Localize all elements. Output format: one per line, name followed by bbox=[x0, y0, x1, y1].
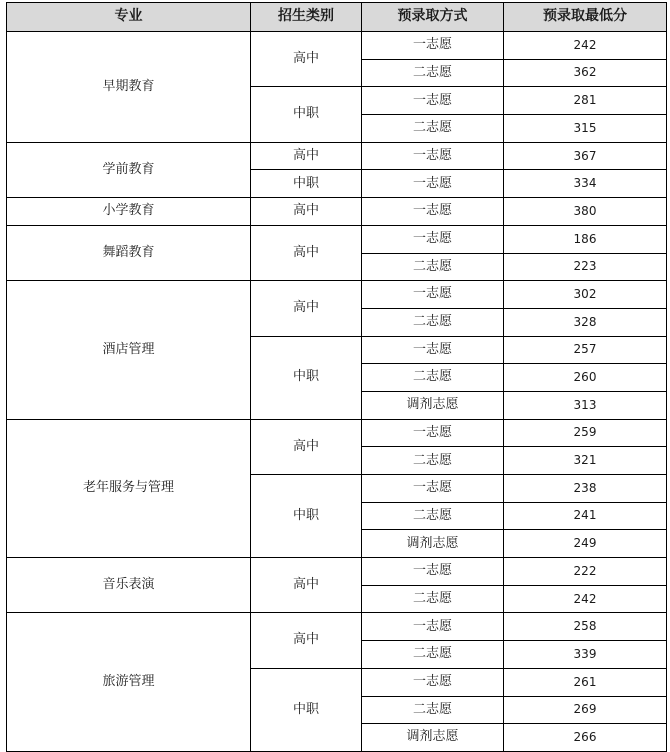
method-cell: 一志愿 bbox=[362, 668, 504, 696]
table-header bbox=[7, 3, 667, 32]
header-category: 招生类别 bbox=[251, 3, 362, 32]
method-cell: 二志愿 bbox=[362, 253, 504, 281]
method-cell: 一志愿 bbox=[362, 419, 504, 447]
min-score-cell: 186 bbox=[504, 225, 667, 253]
method-cell: 二志愿 bbox=[362, 585, 504, 613]
method-cell: 二志愿 bbox=[362, 364, 504, 392]
min-score-cell: 238 bbox=[504, 475, 667, 503]
method-cell: 一志愿 bbox=[362, 170, 504, 198]
category-cell: 高中 bbox=[251, 142, 362, 170]
min-score-cell: 328 bbox=[504, 308, 667, 336]
method-cell: 二志愿 bbox=[362, 696, 504, 724]
method-cell: 一志愿 bbox=[362, 613, 504, 641]
table-row bbox=[7, 225, 667, 253]
category-cell: 高中 bbox=[251, 32, 362, 87]
method-cell: 一志愿 bbox=[362, 281, 504, 309]
method-cell: 二志愿 bbox=[362, 59, 504, 87]
category-cell: 中职 bbox=[251, 336, 362, 419]
method-cell: 一志愿 bbox=[362, 475, 504, 503]
min-score-cell: 362 bbox=[504, 59, 667, 87]
category-cell: 高中 bbox=[251, 281, 362, 336]
header-min-score: 预录取最低分 bbox=[504, 3, 667, 32]
min-score-cell: 258 bbox=[504, 613, 667, 641]
category-cell: 高中 bbox=[251, 419, 362, 474]
method-cell: 二志愿 bbox=[362, 115, 504, 143]
table-row bbox=[7, 613, 667, 641]
table-body bbox=[7, 32, 667, 752]
method-cell: 调剂志愿 bbox=[362, 530, 504, 558]
category-cell: 高中 bbox=[251, 558, 362, 613]
major-cell: 老年服务与管理 bbox=[7, 419, 251, 557]
table-row bbox=[7, 281, 667, 309]
min-score-cell: 315 bbox=[504, 115, 667, 143]
category-cell: 中职 bbox=[251, 170, 362, 198]
category-cell: 中职 bbox=[251, 475, 362, 558]
category-cell: 高中 bbox=[251, 225, 362, 280]
min-score-cell: 380 bbox=[504, 198, 667, 226]
min-score-cell: 339 bbox=[504, 641, 667, 669]
method-cell: 二志愿 bbox=[362, 641, 504, 669]
method-cell: 调剂志愿 bbox=[362, 724, 504, 752]
method-cell: 调剂志愿 bbox=[362, 391, 504, 419]
major-cell: 酒店管理 bbox=[7, 281, 251, 419]
min-score-cell: 242 bbox=[504, 585, 667, 613]
min-score-cell: 321 bbox=[504, 447, 667, 475]
min-score-cell: 269 bbox=[504, 696, 667, 724]
method-cell: 一志愿 bbox=[362, 87, 504, 115]
min-score-cell: 367 bbox=[504, 142, 667, 170]
method-cell: 一志愿 bbox=[362, 142, 504, 170]
min-score-cell: 259 bbox=[504, 419, 667, 447]
header-row bbox=[7, 3, 667, 32]
min-score-cell: 257 bbox=[504, 336, 667, 364]
min-score-cell: 260 bbox=[504, 364, 667, 392]
table-row bbox=[7, 32, 667, 60]
min-score-cell: 261 bbox=[504, 668, 667, 696]
method-cell: 一志愿 bbox=[362, 558, 504, 586]
min-score-cell: 249 bbox=[504, 530, 667, 558]
major-cell: 小学教育 bbox=[7, 198, 251, 226]
method-cell: 一志愿 bbox=[362, 32, 504, 60]
method-cell: 二志愿 bbox=[362, 447, 504, 475]
min-score-cell: 222 bbox=[504, 558, 667, 586]
table-row bbox=[7, 142, 667, 170]
header-major: 专业 bbox=[7, 3, 251, 32]
major-cell: 学前教育 bbox=[7, 142, 251, 197]
min-score-cell: 313 bbox=[504, 391, 667, 419]
method-cell: 一志愿 bbox=[362, 198, 504, 226]
table-row bbox=[7, 198, 667, 226]
category-cell: 中职 bbox=[251, 87, 362, 142]
category-cell: 高中 bbox=[251, 198, 362, 226]
min-score-cell: 223 bbox=[504, 253, 667, 281]
major-cell: 音乐表演 bbox=[7, 558, 251, 613]
major-cell: 早期教育 bbox=[7, 32, 251, 143]
category-cell: 高中 bbox=[251, 613, 362, 668]
method-cell: 一志愿 bbox=[362, 225, 504, 253]
header-method: 预录取方式 bbox=[362, 3, 504, 32]
min-score-cell: 266 bbox=[504, 724, 667, 752]
min-score-cell: 334 bbox=[504, 170, 667, 198]
category-cell: 中职 bbox=[251, 668, 362, 751]
min-score-cell: 241 bbox=[504, 502, 667, 530]
admission-score-table bbox=[6, 2, 667, 752]
method-cell: 二志愿 bbox=[362, 502, 504, 530]
min-score-cell: 302 bbox=[504, 281, 667, 309]
min-score-cell: 242 bbox=[504, 32, 667, 60]
min-score-cell: 281 bbox=[504, 87, 667, 115]
method-cell: 一志愿 bbox=[362, 336, 504, 364]
method-cell: 二志愿 bbox=[362, 308, 504, 336]
table-row bbox=[7, 558, 667, 586]
major-cell: 旅游管理 bbox=[7, 613, 251, 751]
table-row bbox=[7, 419, 667, 447]
major-cell: 舞蹈教育 bbox=[7, 225, 251, 280]
